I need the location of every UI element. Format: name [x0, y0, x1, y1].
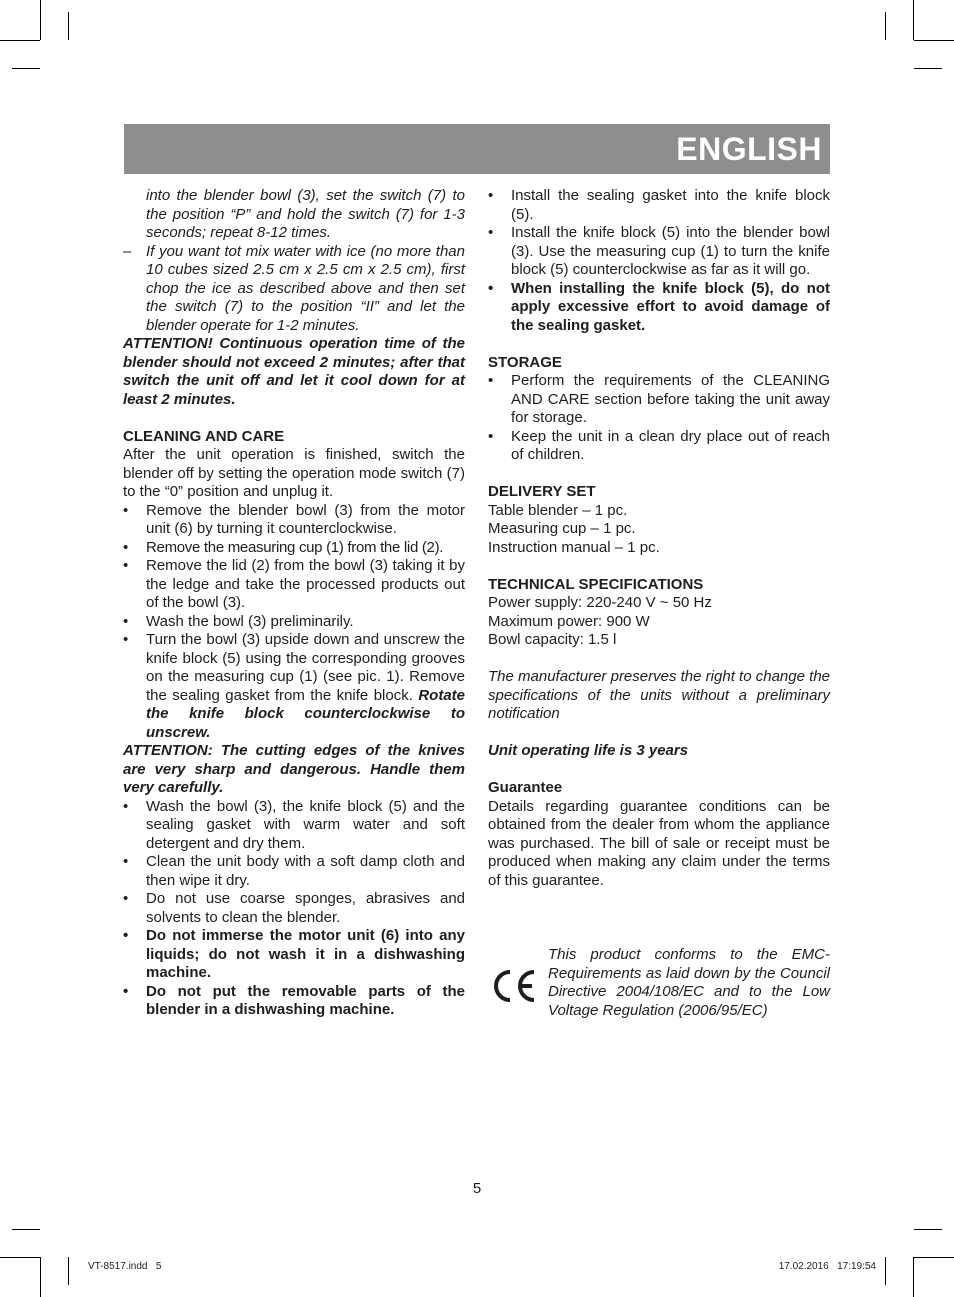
- tech-heading: TECHNICAL SPECIFICATIONS: [488, 575, 704, 593]
- crop-mark: [0, 1257, 40, 1258]
- list-item: • Clean the unit body with a soft damp cloth and then wipe it dry.: [123, 853, 465, 890]
- delivery-heading: DELIVERY SET: [488, 483, 596, 500]
- list-item: • Install the knife block (5) into the blender bowl (3). Use the measuring cup (1) to turn the knife block (5) counterclockwise as far as it will go.: [488, 224, 830, 280]
- ce-mark-icon: [490, 968, 538, 1004]
- page-number: 5: [472, 1180, 482, 1197]
- list-item: • When installing the knife block (5), do not apply excessive effort to avoid damage of the sealing gasket.: [488, 280, 830, 336]
- language-banner: [124, 124, 830, 174]
- crop-mark: [40, 0, 41, 40]
- ice-instruction: – If you want tot mix water with ice (no more than 10 cubes sized 2.5 cm x 2.5 cm x 2.5 cm), first chop the ice as described above and then set the switch (7) to the position “II” and let the blender operate for 1-2 minutes.: [123, 243, 465, 336]
- attention-knives: ATTENTION: The cutting edges of the knives are very sharp and dangerous. Handle them very carefully.: [123, 742, 465, 796]
- list-item: • Install the sealing gasket into the knife block (5).: [488, 187, 830, 224]
- crop-mark: [0, 40, 40, 41]
- ce-statement: This product conforms to the EMC-Requirements as laid down by the Council Directive 2004/108/EC and to the Low Voltage Regulation (2006/95/EC): [548, 946, 830, 1019]
- list-item-text: Turn the bowl (3) upside down and unscrew the knife block (5) using the corresponding grooves on the measuring cup (1) (see pic. 1). Remove the sealing gasket from the knife block.: [146, 631, 465, 704]
- guarantee-heading: Guarantee: [488, 779, 563, 796]
- storage-heading: STORAGE: [488, 353, 562, 371]
- crop-mark: [913, 0, 914, 40]
- crop-mark: [885, 1257, 886, 1285]
- delivery-item: Instruction manual – 1 pc.: [488, 538, 660, 556]
- delivery-item: Measuring cup – 1 pc.: [488, 520, 636, 537]
- crop-mark: [914, 68, 942, 69]
- list-item: • Remove the lid (2) from the bowl (3) taking it by the ledge and take the processed products out of the bowl (3).: [123, 557, 465, 613]
- crop-mark: [914, 40, 954, 41]
- crop-mark: [885, 12, 886, 40]
- crop-mark: [914, 1229, 942, 1230]
- delivery-item: Table blender – 1 pc.: [488, 501, 628, 519]
- cleaning-intro: After the unit operation is finished, switch the blender off by setting the operation mode switch (7) to the “0” position and unplug it.: [123, 446, 465, 500]
- crop-mark: [40, 1257, 41, 1297]
- list-item: • Perform the requirements of the CLEANING AND CARE section before taking the unit away for storage.: [488, 372, 830, 428]
- crop-mark: [68, 1257, 69, 1285]
- guarantee-text: Details regarding guarantee conditions can be obtained from the dealer from whom the appliance was purchased. The bill of sale or receipt must be produced when making any claim under the terms of this guarantee.: [488, 797, 830, 889]
- list-item: • Do not use coarse sponges, abrasives and solvents to clean the blender.: [123, 890, 465, 927]
- manufacturer-note: The manufacturer preserves the right to change the specifications of the units without a preliminary notification: [488, 668, 830, 722]
- list-item-emphasis: Rotate the knife block counterclockwise to unscrew.: [146, 686, 465, 741]
- ce-conformity: [488, 946, 830, 1026]
- operating-life: Unit operating life is 3 years: [488, 742, 689, 759]
- cleaning-heading: CLEANING AND CARE: [123, 427, 285, 445]
- attention-operation-time: ATTENTION! Continuous operation time of the blender should not exceed 2 minutes; after that switch the unit off and let it cool down for at least 2 minutes.: [123, 335, 465, 408]
- list-item: [123, 631, 465, 742]
- tech-spec: Bowl capacity: 1.5 l: [488, 631, 617, 648]
- list-item: • Remove the blender bowl (3) from the motor unit (6) by turning it counterclockwise.: [123, 502, 465, 539]
- crop-mark: [12, 1229, 40, 1230]
- timestamp-slug: 17.02.2016 17:19:54: [778, 1261, 876, 1272]
- list-item: • Do not immerse the motor unit (6) into any liquids; do not wash it in a dishwashing machine.: [123, 927, 465, 983]
- list-item: • Wash the bowl (3), the knife block (5) and the sealing gasket with warm water and soft detergent and dry them.: [123, 798, 465, 854]
- tech-spec: Power supply: 220-240 V ~ 50 Hz: [488, 594, 712, 611]
- crop-mark: [68, 12, 69, 40]
- tech-spec: Maximum power: 900 W: [488, 612, 650, 630]
- language-title: ENGLISH: [676, 131, 822, 167]
- file-slug: VT-8517.indd 5: [88, 1261, 162, 1272]
- list-item: • Do not put the removable parts of the blender in a dishwashing machine.: [123, 983, 465, 1020]
- right-column: [488, 187, 830, 890]
- list-item: • Remove the measuring cup (1) from the lid (2).: [123, 539, 465, 558]
- left-column: [123, 187, 465, 1020]
- list-item: • Wash the bowl (3) preliminarily.: [123, 613, 465, 632]
- crop-mark: [913, 1257, 914, 1297]
- crop-mark: [12, 68, 40, 69]
- crop-mark: [914, 1257, 954, 1258]
- continued-paragraph: into the blender bowl (3), set the switch (7) to the position “P” and hold the switch (7) for 1-3 seconds; repeat 8-12 times.: [146, 187, 465, 241]
- list-item: • Keep the unit in a clean dry place out of reach of children.: [488, 428, 830, 465]
